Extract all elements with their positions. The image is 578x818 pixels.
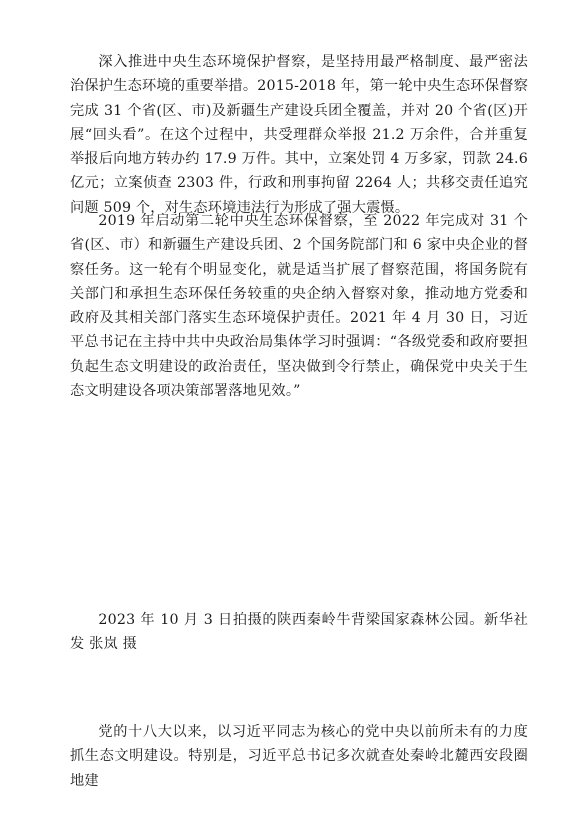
photo-caption: 2023 年 10 月 3 日拍摄的陕西秦岭牛背梁国家森林公园。新华社发 张岚 摄 <box>70 612 528 653</box>
paragraph-1: 深入推进中央生态环境保护督察，是坚持用最严格制度、最严密法治保护生态环境的重要举措。2015-2018 年，第一轮中央生态环保督察完成 31 个省(区、市)及新疆生产建设兵团全覆盖，并对 20 个省(区)开展“回头看”。在这个过程中，共受理群众举报 21.2 万余件，合并重复举报后向地方转办约 17.9 万件。其中，立案处罚 4 万多家，罚款 24.6 亿元；立案侦查 2303 件，行政和刑事拘留 2264 人；共移交责任追究问题 509 个，对生态环境违法行为形成了强大震慑。 <box>70 54 528 216</box>
paragraph-2: 2019 年启动第二轮中央生态环保督察，至 2022 年完成对 31 个省(区、市）和新疆生产建设兵团、2 个国务院部门和 6 家中央企业的督察任务。这一轮有个明显变化，就是适当扩展了督察范围，将国务院有关部门和承担生态环保任务较重的央企纳入督察对象，推动地方党委和政府及其相关部门落实生态环境保护责任。2021 年 4 月 30 日，习近平总书记在主持中共中央政治局集体学习时强调：“各级党委和政府要担负起生态文明建设的政治责任，坚决做到令行禁止，确保党中央关于生态文明建设各项决策部署落地见效。” <box>70 213 528 400</box>
paragraph-3: 党的十八大以来，以习近平同志为核心的党中央以前所未有的力度抓生态文明建设。特别是，习近平总书记多次就查处秦岭北麓西安段圈地建 <box>70 724 528 789</box>
